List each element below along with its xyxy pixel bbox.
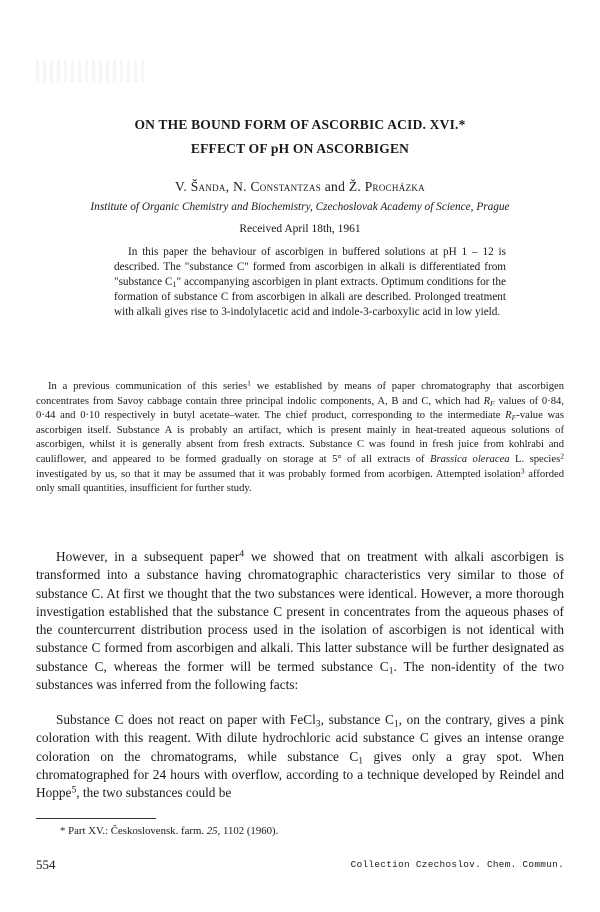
body-paragraph-2: Substance C does not react on paper with FeCl$_3$, substance $C_1$, on the contrary, gives a pink coloration with this reagent. With dilute hydrochloric acid substance C gives an intense orange coloration on the chromatograms, while substance $C_1$ gives only a gray spot. When chromatographed for 24 hours with overflow, according to a technique developed by Reindel and Hoppe$^5$, the two substances could be <box>36 712 564 801</box>
ref-2: 2 <box>560 451 565 461</box>
authors-line: V. Šanda, N. Constantzas and Ž. Procházka <box>175 179 425 194</box>
scan-artifact <box>36 60 146 82</box>
body-paragraph-1: However, in a subsequent paper$^4$ we showed that on treatment with alkali ascorbigen is transformed into a substance having chromatographic characteristics very similar to those of substance C. At first we thought that the two substances were identical. However, a more thorough investigation established that the substance C present in concentrates from the aqueous phases of the countercurrent distribution process used in the isolation of ascorbigen is not identical with substance C formed from ascorbigen and alkali. This latter substance will be further designated as substance C, whereas the former will be termed substance $C_1$. The non-identity of the two substances was inferred from the following facts: <box>36 548 564 693</box>
page-number: 554 <box>36 857 56 872</box>
ref-3: 3 <box>520 466 525 476</box>
intro-paragraph: In a previous communication of this series$^1$ we established by means of paper chromatography that ascorbigen concentrates from Savoy cabbage contain three principal indolic components, A, B and C, which had $R_F$ values of 0·84, 0·44 and 0·10 respectively in butyl acetate–water. The chief product, corresponding to the intermediate $R_F$-value was ascorbigen itself. Substance A is probably an artifact, which is present mainly in heat-treated aqueous solutions of ascorbigen, whilst it is generally absent from fresh extracts. Substance C was found in fresh juice from kohlrabi and cauliflower, and appeared to be formed gradually on storage at 5° of all extracts of Brassica oleracea L. species$^2$ investigated by us, so that it may be assumed that it was probably formed from acorbigen. Attempted isolation$^3$ afforded only small quantities, insufficient for further study. <box>36 378 565 495</box>
ref-5: 5 <box>71 784 77 796</box>
footnote: * Part XV.: Československ. farm. 25, 1102 (1960). <box>60 825 279 837</box>
ref-4: 4 <box>239 548 245 560</box>
species-name: Brassica oleracea <box>430 453 510 465</box>
journal-name: Collection Czechoslov. Chem. Commun. <box>350 859 564 870</box>
received-date: Received April 18th, 1961 <box>239 223 361 235</box>
author-constantzas: Constantzas <box>250 179 322 194</box>
author-sanda: Šanda <box>190 179 226 194</box>
abstract: In this paper the behaviour of ascorbigen in buffered solutions at pH 1 – 12 is described. The "substance C" formed from ascorbigen in alkali is differentiated from "substance $C_1$" accompanying ascorbigen in plant extracts. Optimum conditions for the formation of substance C from ascorbigen in alkali are described. Prolonged treatment with alkali gives rise to 3-indolylacetic acid and indole-3-carboxylic acid in low yield. <box>114 246 506 318</box>
footnote-rule <box>36 818 156 819</box>
article-title: ON THE BOUND FORM OF ASCORBIC ACID. XVI.* <box>134 117 466 132</box>
article-subtitle: EFFECT OF pH ON ASCORBIGEN <box>190 141 410 156</box>
author-prochazka: Procházka <box>364 179 425 194</box>
affiliation: Institute of Organic Chemistry and Biochemistry, Czechoslovak Academy of Science, Prague <box>90 201 510 213</box>
ref-1: 1 <box>247 378 251 388</box>
